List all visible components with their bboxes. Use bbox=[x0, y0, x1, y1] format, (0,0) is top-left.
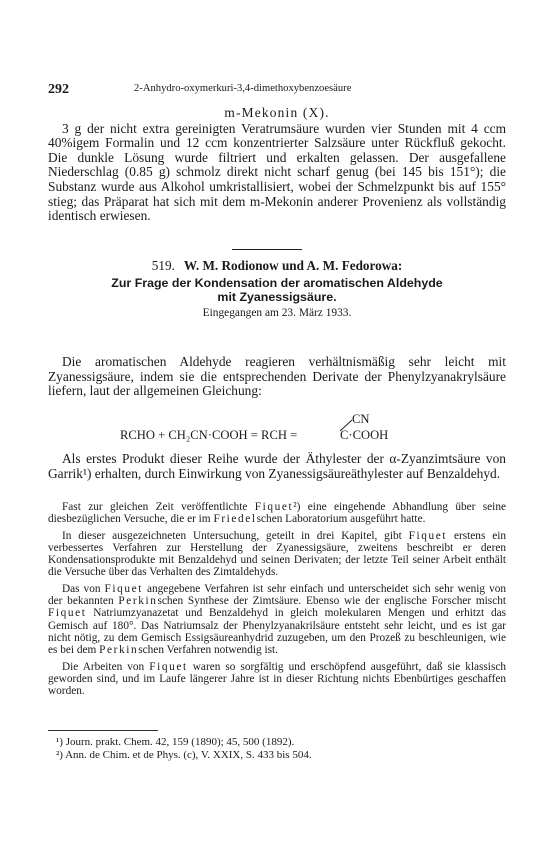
page-header bbox=[48, 82, 506, 98]
article-authors: W. M. Rodionow und A. M. Fedorowa: bbox=[183, 258, 403, 273]
small-paragraph-2: In dieser ausgezeichneten Untersuchung, geteilt in drei Kapitel, gibt Fiquet erstens ein verbessertes Verfahren zur Herstellung der Zyanessigsäure, zweitens beschreibt er deren Kondensationsprodukte mit Benzaldehyd und seinen Derivaten; der letzte Teil seiner Arbeit enthält die Versuche über das Verhalten des Zimtaldehyds. bbox=[48, 529, 507, 579]
article-number: 519. bbox=[151, 258, 175, 273]
section-paragraph: 3 g der nicht extra gereinigten Veratrumsäure wurden vier Stunden mit 4 ccm 40%igem Formalin und 12 ccm konzentrierter Salzsäure unter Rückfluß gekocht. Die dunkle Lösung wurde filtriert und erkalten gelassen. Der ausgefallene Niederschlag (0.85 g) schmolz direkt nicht scharf genug (bei 145 bis 151°); die Substanz wurde aus Alkohol umkristallisiert, wobei der Schmelzpunkt bis auf 155° stieg; das Präparat hat sich mit dem m-Mekonin anderer Provenienz als vollständig identisch erwiesen. bbox=[48, 120, 506, 224]
intro-paragraph: Die aromatischen Aldehyde reagieren verhältnismäßig sehr leicht mit Zyanessigsäure, indem sie die entsprechenden Derivate der Phenylzyanakrylsäure liefern, laut der allgemeinen Gleichung: bbox=[48, 354, 506, 399]
small-text-block bbox=[48, 501, 506, 697]
footnote-2: ²) Ann. de Chim. et de Phys. (c), V. XXIX, S. 433 bis 504. bbox=[56, 748, 312, 761]
article-title-line-1: Zur Frage der Kondensation der aromatischen Aldehyde bbox=[111, 276, 443, 290]
author-name: Fiquet bbox=[48, 607, 87, 620]
author-name: Fiquet bbox=[149, 660, 188, 673]
author-name: Fiquet bbox=[408, 529, 448, 542]
received-date: Eingegangen am 23. März 1933. bbox=[202, 307, 352, 319]
article-title-line-2: mit Zyanessigsäure. bbox=[217, 290, 337, 304]
article-header bbox=[48, 258, 506, 319]
section-mekonin bbox=[48, 106, 506, 224]
equation-substituent: CN bbox=[352, 412, 370, 426]
footnote-rule bbox=[48, 730, 158, 731]
equation-left: RCHO + CH₂CN·COOH = RCH = bbox=[120, 428, 298, 442]
author-name: Friedel bbox=[213, 513, 257, 526]
author-name: Perkin bbox=[118, 595, 158, 608]
page-number: 292 bbox=[48, 82, 69, 97]
author-name: Perkin bbox=[99, 644, 139, 657]
separator-rule bbox=[232, 249, 302, 250]
author-name: Fiquet bbox=[254, 501, 294, 513]
small-paragraph-4: Die Arbeiten von Fiquet waren so sorgfältig und erschöpfend ausgeführt, daß sie klassisch geworden sind, und im Laufe längerer Jahre ist in dieser Richtung nichts Ebenbürtiges geschaffen worden. bbox=[48, 660, 507, 698]
equation-right: C·COOH bbox=[340, 428, 389, 442]
reaction-equation bbox=[48, 414, 506, 448]
main-paragraph: Als erstes Produkt dieser Reihe wurde der Äthylester der α-Zyanzimtsäure von Garrik¹) erhalten, durch Einwirkung von Zyanessigsäureäthylester auf Benzaldehyd. bbox=[48, 451, 506, 481]
section-title: m-Mekonin (X). bbox=[224, 105, 330, 120]
small-paragraph-3: Das von Fiquet angegebene Verfahren ist sehr einfach und unterscheidet sich sehr wenig von der bekannten Perkinschen Synthese der Zimtsäure. Ebenso wie der englische Forscher mischt Fiquet Natriumzyanazetat und Benzaldehyd in gleich molekularen Mengen und erhitzt das Gemisch auf 180°. Das Natriumsalz der Phenylzyanakrilsäure entsteht sehr leicht, und es ist gar nicht nötig, zu dem Gemisch Essigsäureanhydrid zuzugeben, um den Prozeß zu beschleunigen, wie es bei dem Perkinschen Verfahren notwendig ist. bbox=[48, 582, 507, 657]
article-authors-line bbox=[48, 258, 506, 273]
small-paragraph-1: Fast zur gleichen Zeit veröffentlichte Fiquet²) eine eingehende Abhandlung über seine diesbezüglichen Versuche, die er im Friedelschen Laboratorium ausgeführt hatte. bbox=[48, 501, 506, 526]
footnote-1: ¹) Journ. prakt. Chem. 42, 159 (1890); 45, 500 (1892). bbox=[56, 736, 295, 748]
footnotes bbox=[48, 736, 506, 761]
running-title: 2-Anhydro-oxymerkuri-3,4-dimethoxybenzoesäure bbox=[134, 83, 352, 94]
author-name: Fiquet bbox=[104, 582, 143, 595]
